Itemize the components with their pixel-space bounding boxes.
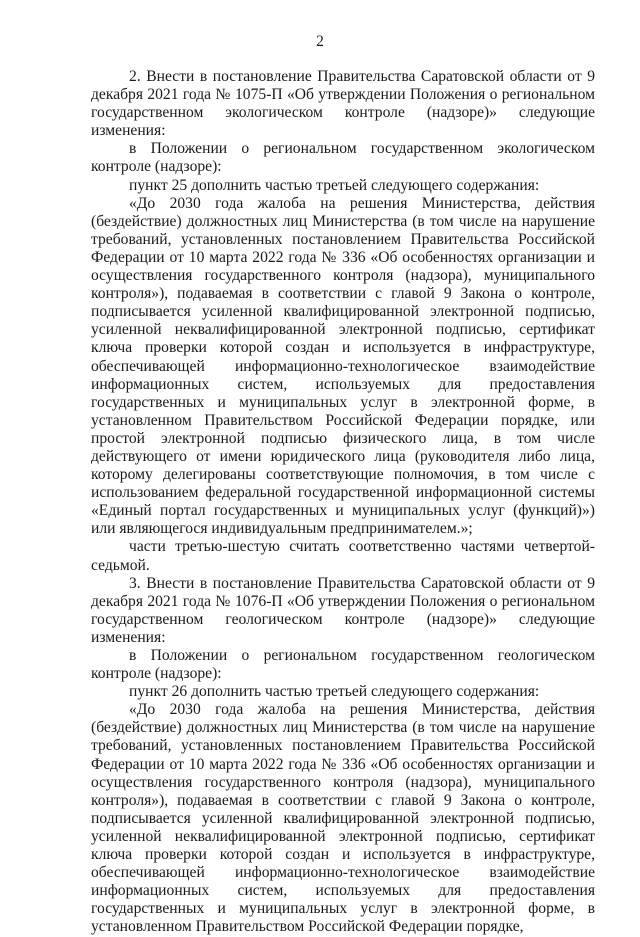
paragraph-item-3-intro: 3. Внести в постановление Правительства Саратовской области от 9 декабря 2021 года № 1076-П «Об утверждении Положения о региональном государственном геологическом контроле (надзоре)» следующие изменения: [91, 574, 595, 646]
paragraph-item-2-intro: 2. Внести в постановление Правительства Саратовской области от 9 декабря 2021 года № 1075-П «Об утверждении Положения о региональном государственном экологическом контроле (надзоре)» следующие изменения: [91, 68, 595, 140]
paragraph-point-25: пункт 25 дополнить частью третьей следующего содержания: [129, 176, 540, 194]
paragraph-complaint-ecological: «До 2030 года жалоба на решения Министерства, действия (бездействие) должностных лиц Министерства (в том числе на нарушение требований, установленных постановлением Правительства Российской Федерации от 10 марта 2022 года № 336 «Об особенностях организации и осуществления государственного контроля (надзора), муниципального контроля»), подаваемая в соответствии с главой 9 Закона о контроле, подписывается усиленной квалифицированной электронной подписью, усиленной неквалифицированной электронной подписью, сертификат ключа проверки которой создан и используется в инфраструктуре, обеспечивающей информационно-технологическое взаимодействие информационных систем, используемых для предоставления государственных и муниципальных услуг в электронной форме, в установленном Правительством Российской Федерации порядке, или простой электронной подписью физического лица, в том числе действующего от имени юридического лица (руководителя либо лица, которому делегированы соответствующие полномочия, в том числе с использованием федеральной государственной информационной системы «Единый портал государственных и муниципальных услуг (функций)») или являющегося индивидуальным предпринимателем.»; [91, 194, 595, 538]
document-body [91, 68, 595, 937]
paragraph-renumber-parts: части третью-шестую считать соответственно частями четвертой-седьмой. [91, 538, 595, 574]
page-number: 2 [316, 33, 324, 50]
paragraph-amend-regulation-geological: в Положении о региональном государственном геологическом контроле (надзоре): [91, 647, 595, 683]
paragraph-complaint-geological: «До 2030 года жалоба на решения Министерства, действия (бездействие) должностных лиц Министерства (в том числе на нарушение требований, установленных постановлением Правительства Российской Федерации от 10 марта 2022 года № 336 «Об особенностях организации и осуществления государственного контроля (надзора), муниципального контроля»), подаваемая в соответствии с главой 9 Закона о контроле, подписывается усиленной квалифицированной электронной подписью, усиленной неквалифицированной электронной подписью, сертификат ключа проверки которой создан и используется в инфраструктуре, обеспечивающей информационно-технологическое взаимодействие информационных систем, используемых для предоставления государственных и муниципальных услуг в электронной форме, в установленном Правительством Российской Федерации порядке, [91, 701, 595, 936]
paragraph-point-26: пункт 26 дополнить частью третьей следующего содержания: [129, 683, 540, 701]
paragraph-amend-regulation-ecological: в Положении о региональном государственном экологическом контроле (надзоре): [91, 140, 595, 176]
